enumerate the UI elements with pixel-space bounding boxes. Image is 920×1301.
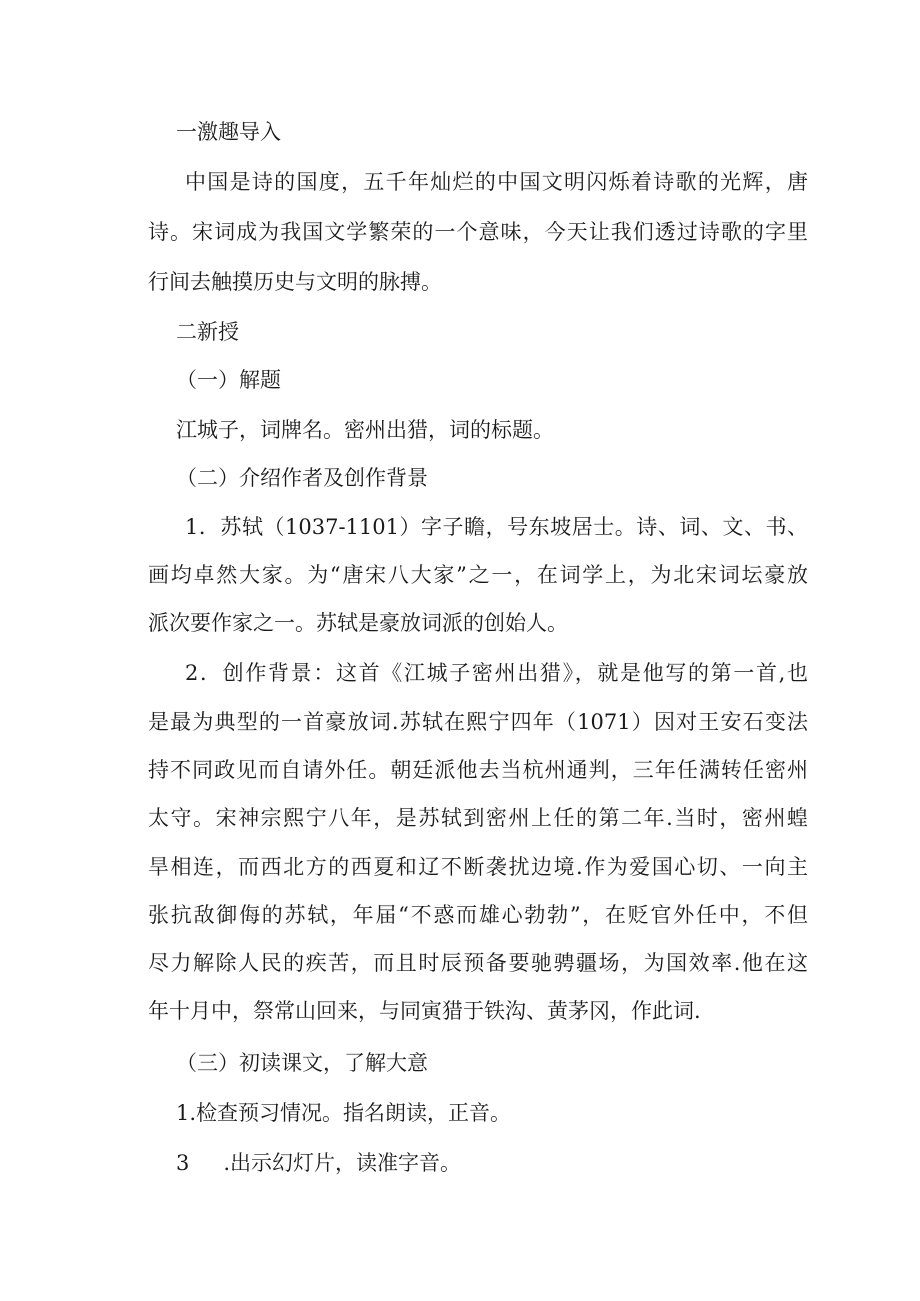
paragraph-line: 1.检查预习情况。指名朗读，正音。 xyxy=(176,1101,512,1125)
paragraph-line: 旱相连，而西北方的西夏和辽不断袭扰边境.作为爱国心切、一向主 xyxy=(148,855,808,879)
intro-heading: 一激趣导入 xyxy=(176,120,281,144)
paragraph-line xyxy=(176,1150,461,1176)
paragraph-line: 张抗敌御侮的苏轼，年届“不惑而雄心勃勃”，在贬官外任中，不但 xyxy=(148,903,808,927)
paragraph-line: 画均卓然大家。为“唐宋八大家”之一，在词学上，为北宋词坛豪放 xyxy=(148,563,808,587)
paragraph-line: 行间去触摸历史与文明的脉搏。 xyxy=(148,270,442,294)
paragraph-line: 太守。宋神宗熙宁八年，是苏轼到密州上任的第二年.当时，密州蝗 xyxy=(148,806,808,830)
paragraph-line: 尽力解除人民的疾苦，而且时辰预备要驰骋疆场，为国效率.他在这 xyxy=(148,951,808,975)
paragraph-line: 持不同政见而自请外任。朝廷派他去当杭州通判，三年任满转任密州 xyxy=(148,758,808,782)
paragraph-line: 2．创作背景：这首《江城子密州出猎》，就是他写的第一首,也 xyxy=(185,661,808,685)
paragraph-line: 是最为典型的一首豪放词.苏轼在熙宁四年（1071）因对王安石变法 xyxy=(148,710,808,734)
paragraph-line: 诗。宋词成为我国文学繁荣的一个意味，今天让我们透过诗歌的字里 xyxy=(148,220,808,244)
section-heading: （二）介绍作者及创作背景 xyxy=(176,466,428,490)
paragraph-line: 江城子，词牌名。密州出猎，词的标题。 xyxy=(176,418,554,442)
paragraph-line: 中国是诗的国度，五千年灿烂的中国文明闪烁着诗歌的光辉，唐 xyxy=(185,170,808,194)
paragraph-line: 1．苏轼（1037-1101）字子瞻，号东坡居士。诗、词、文、书、 xyxy=(185,515,808,539)
list-number: 3 xyxy=(176,1151,190,1175)
list-text: .出示幻灯片，读准字音。 xyxy=(223,1151,462,1175)
paragraph-line: 派次要作家之一。苏轼是豪放词派的创始人。 xyxy=(148,611,568,635)
new-lesson-heading: 二新授 xyxy=(176,320,239,344)
paragraph-line: 年十月中，祭常山回来，与同寅猎于铁沟、黄茅冈，作此词. xyxy=(148,999,701,1023)
section-heading: （三）初读课文，了解大意 xyxy=(176,1051,428,1075)
section-heading: （一）解题 xyxy=(176,368,281,392)
